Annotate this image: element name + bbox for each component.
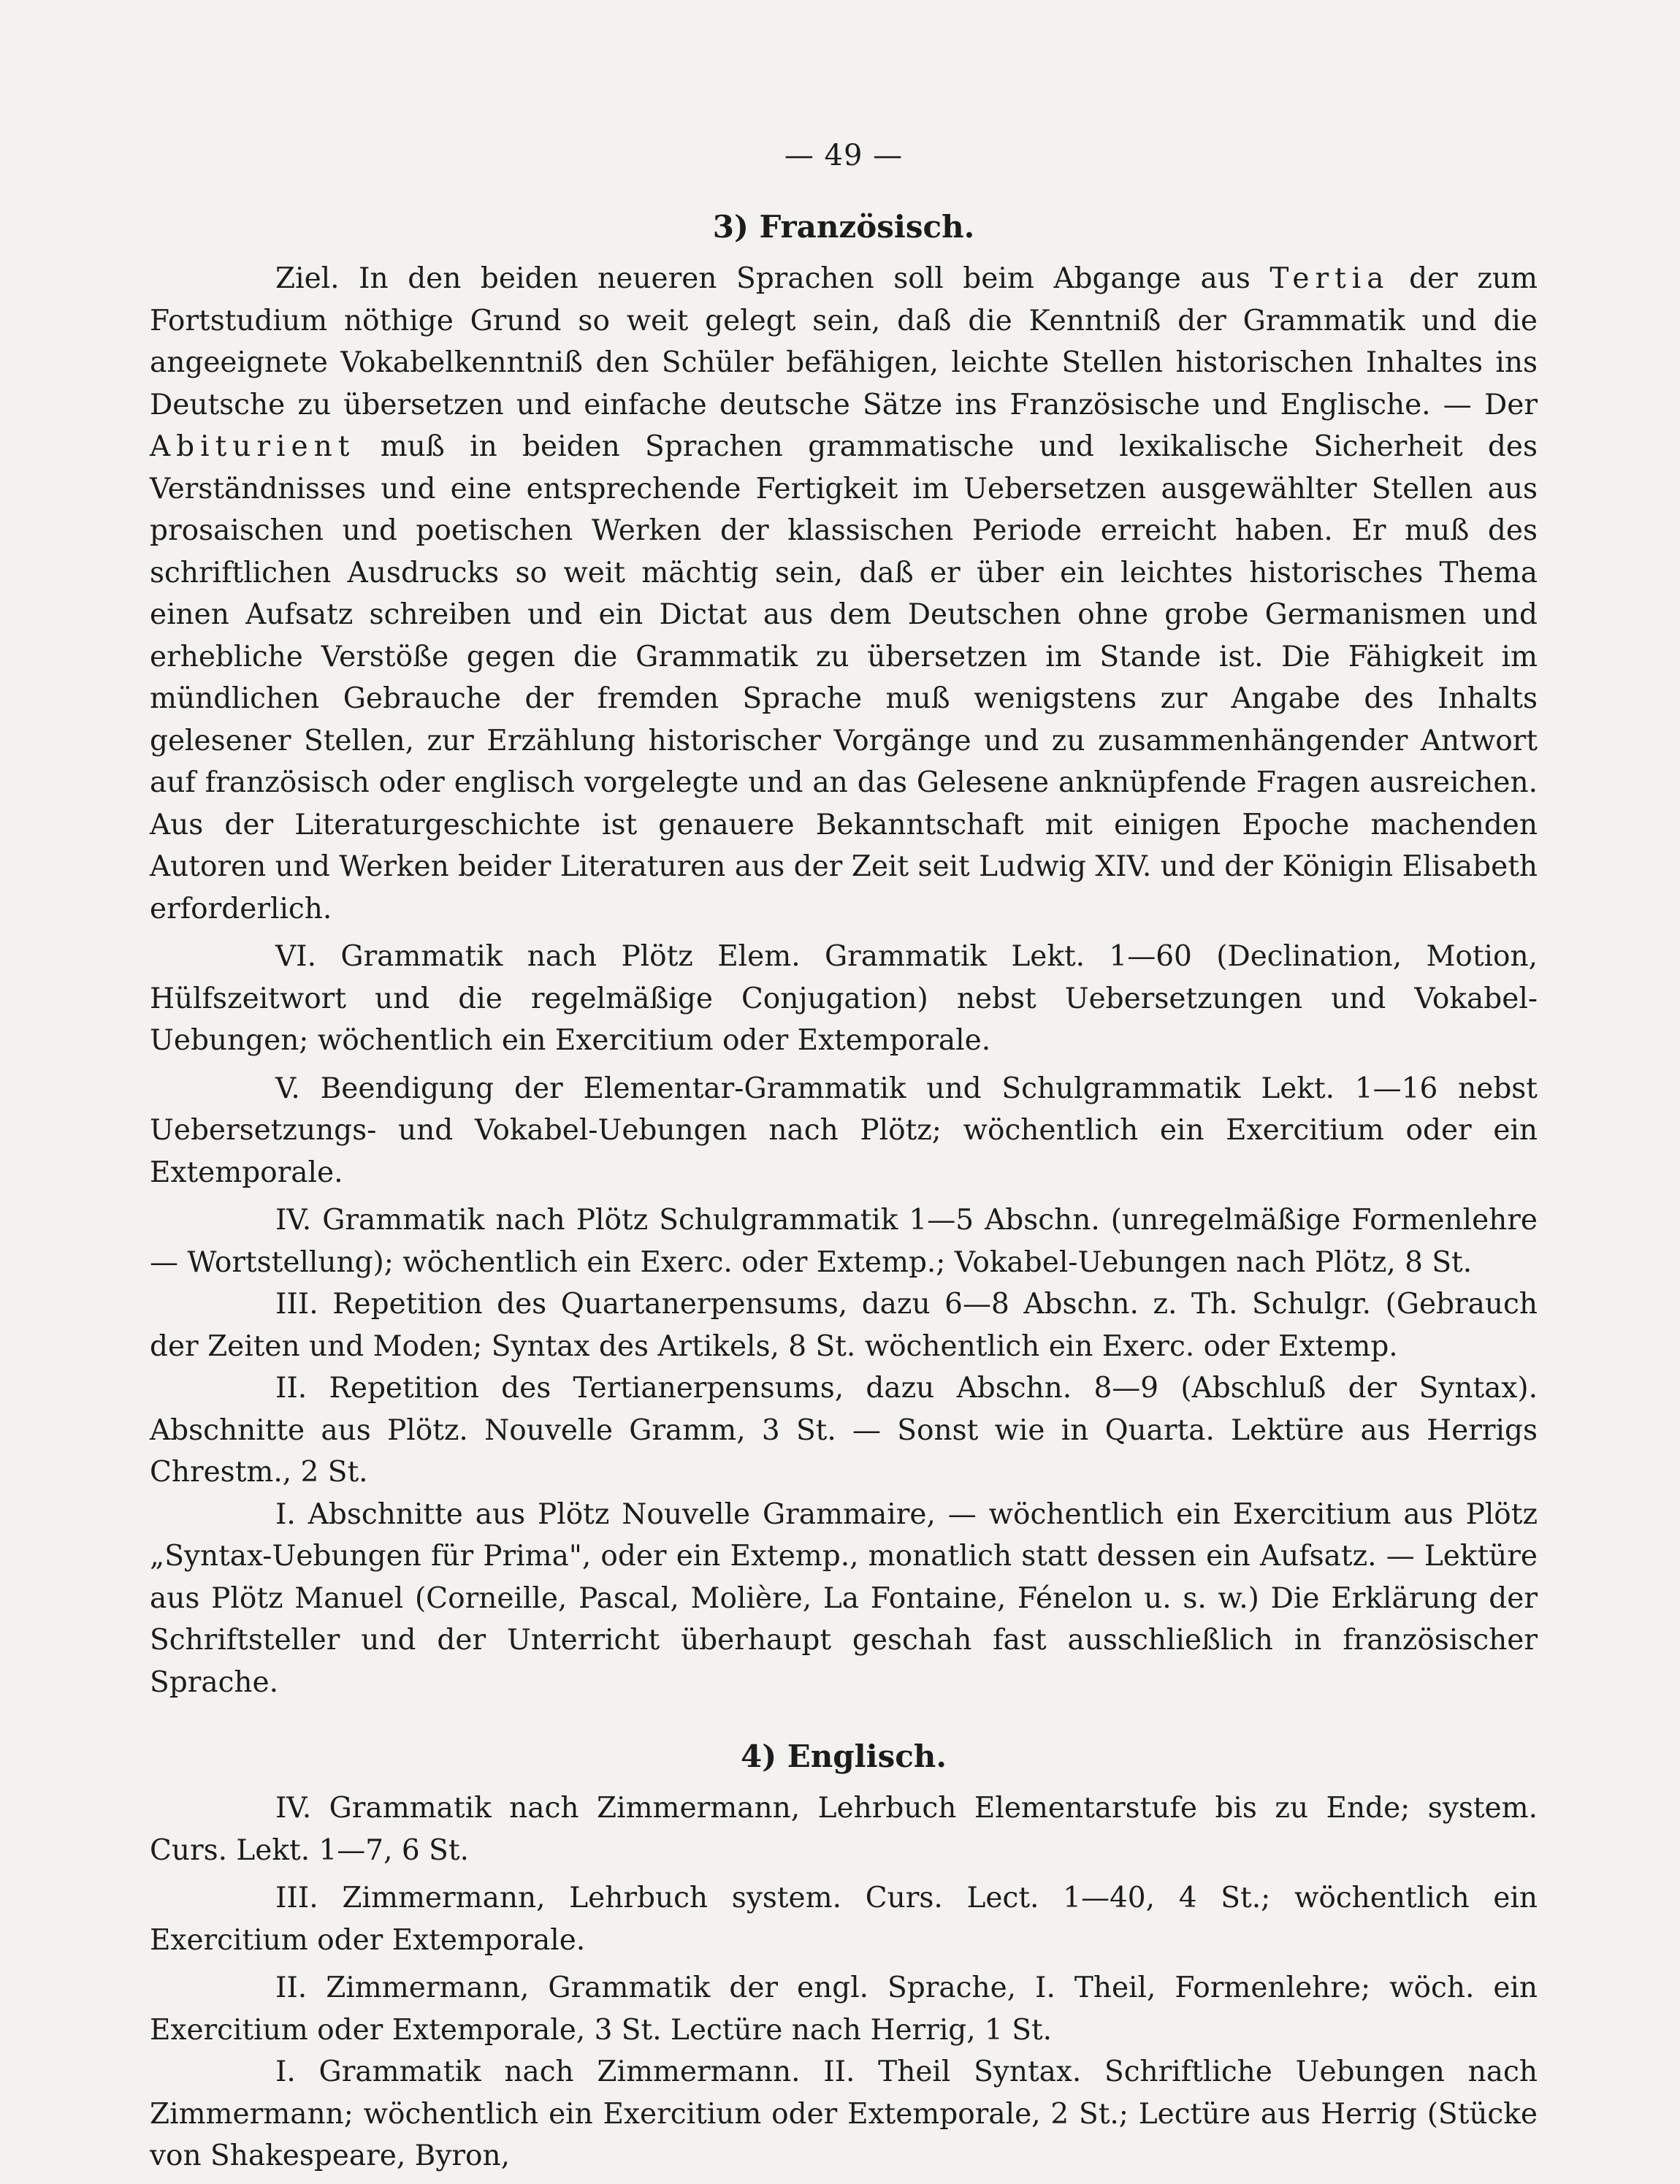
paragraph-label: IV.	[275, 1792, 312, 1825]
paragraph-class-iv	[150, 1787, 1538, 1871]
paragraph-label: III.	[275, 1882, 318, 1914]
paragraph-text: Grammatik nach Zimmermann, Lehrbuch Elementarstufe bis zu Ende; system. Curs. Lekt. 1—7, 6 St.	[150, 1792, 1538, 1867]
paragraph-text: Grammatik nach Plötz Schulgrammatik 1—5 Abschn. (unregelmäßige Formenlehre — Wortstellung); wöchentlich ein Exerc. oder Extemp.; Vokabel-Uebungen nach Plötz, 8 St.	[150, 1204, 1538, 1279]
paragraph-text: In den beiden neueren Sprachen soll beim Abgange aus	[359, 262, 1270, 295]
paragraph-label: V.	[275, 1072, 300, 1105]
paragraph-text: Grammatik nach Zimmermann. II. Theil Syntax. Schriftliche Uebungen nach Zimmermann; wöchentlich ein Exercitium oder Extemporale, 2 St.; Lectüre aus Herrig (Stücke von Shakespeare, Byron,	[150, 2055, 1538, 2172]
paragraph-ziel	[150, 258, 1538, 930]
paragraph-text: Zimmermann, Lehrbuch system. Curs. Lect. 1—40, 4 St.; wöchentlich ein Exercitium oder Extemporale.	[150, 1882, 1538, 1957]
paragraph-class-iii	[150, 1877, 1538, 1961]
paragraph-label: II.	[275, 1372, 308, 1405]
paragraph-text: Repetition des Quartanerpensums, dazu 6—8 Abschn. z. Th. Schulgr. (Gebrauch der Zeiten und Moden; Syntax des Artikels, 8 St. wöchentlich ein Exerc. oder Extemp.	[150, 1288, 1538, 1363]
emphasis-abiturient: Abiturient	[150, 430, 356, 463]
paragraph-text: Grammatik nach Plötz Elem. Grammatik Lekt. 1—60 (Declination, Motion, Hülfszeitwort und die regelmäßige Conjugation) nebst Uebersetzungen und Vokabel-Uebungen; wöchentlich ein Exercitium oder Extemporale.	[150, 940, 1538, 1057]
paragraph-text: Repetition des Tertianerpensums, dazu Abschn. 8—9 (Abschluß der Syntax). Abschnitte aus Plötz. Nouvelle Gramm, 3 St. — Sonst wie in Quarta. Lektüre aus Herrigs Chrestm., 2 St.	[150, 1372, 1538, 1489]
paragraph-class-i	[150, 1494, 1538, 1704]
paragraph-class-ii	[150, 1967, 1538, 2051]
section-heading-englisch: 4) Englisch.	[741, 1738, 947, 1774]
paragraph-class-v	[150, 1068, 1538, 1194]
paragraph-label: III.	[275, 1288, 318, 1321]
paragraph-text: Abschnitte aus Plötz Nouvelle Grammaire, — wöchentlich ein Exercitium aus Plötz „Syntax-Uebungen für Prima", oder ein Extemp., monatlich statt dessen ein Aufsatz. — Lektüre aus Plötz Manuel (Corneille, Pascal, Molière, La Fontaine, Fénelon u. s. w.) Die Erklärung der Schriftsteller und der Unterricht überhaupt geschah fast ausschließlich in französischer Sprache.	[150, 1497, 1538, 1699]
document-page	[150, 139, 1538, 2177]
paragraph-class-iv	[150, 1199, 1538, 1283]
emphasis-tertia: Tertia	[1269, 262, 1390, 295]
paragraph-label: II.	[275, 1971, 308, 2004]
section-heading-franzoesisch: 3) Französisch.	[712, 209, 975, 245]
paragraph-class-i	[150, 2051, 1538, 2177]
paragraph-text: Beendigung der Elementar-Grammatik und Schulgrammatik Lekt. 1—16 nebst Uebersetzungs- und Vokabel-Uebungen nach Plötz; wöchentlich ein Exercitium oder ein Extemporale.	[150, 1072, 1538, 1189]
paragraph-class-iii	[150, 1283, 1538, 1367]
paragraph-label: Ziel.	[275, 262, 340, 295]
paragraph-label: IV.	[275, 1204, 312, 1237]
paragraph-text: muß in beiden Sprachen grammatische und lexikalische Sicherheit des Verständnisses und eine entsprechende Fertigkeit im Uebersetzen ausgewählter Stellen aus prosaischen und poetischen Werken der klassischen Periode erreicht haben. Er muß des schriftlichen Ausdrucks so weit mächtig sein, daß er über ein leichtes historisches Thema einen Aufsatz schreiben und ein Dictat aus dem Deutschen ohne grobe Germanismen und erhebliche Verstöße gegen die Grammatik zu übersetzen im Stande ist. Die Fähigkeit im mündlichen Gebrauche der fremden Sprache muß wenigstens zur Angabe des Inhalts gelesener Stellen, zur Erzählung historischer Vorgänge und zu zusammenhängender Antwort auf französisch oder englisch vorgelegte und an das Gelesene anknüpfende Fragen ausreichen. Aus der Literaturgeschichte ist genauere Bekanntschaft mit einigen Epoche machenden Autoren und Werken beider Literaturen aus der Zeit seit Ludwig XIV. und der Königin Elisabeth erforderlich.	[150, 430, 1538, 925]
paragraph-class-vi	[150, 936, 1538, 1062]
paragraph-class-ii	[150, 1367, 1538, 1494]
paragraph-label: VI.	[275, 940, 316, 973]
paragraph-label: I.	[275, 2055, 296, 2088]
paragraph-label: I.	[275, 1497, 296, 1531]
paragraph-text: der zum Fortstudium nöthige Grund so weit gelegt sein, daß die Kenntniß der Grammatik und die angeeignete Vokabelkenntniß den Schüler befähigen, leichte Stellen historischen Inhaltes ins Deutsche zu übersetzen und einfache deutsche Sätze ins Französische und Englische. — Der	[150, 262, 1538, 421]
page-number: — 49 —	[784, 139, 904, 172]
paragraph-text: Zimmermann, Grammatik der engl. Sprache, I. Theil, Formenlehre; wöch. ein Exercitium oder Extemporale, 3 St. Lectüre nach Herrig, 1 St.	[150, 1971, 1538, 2047]
